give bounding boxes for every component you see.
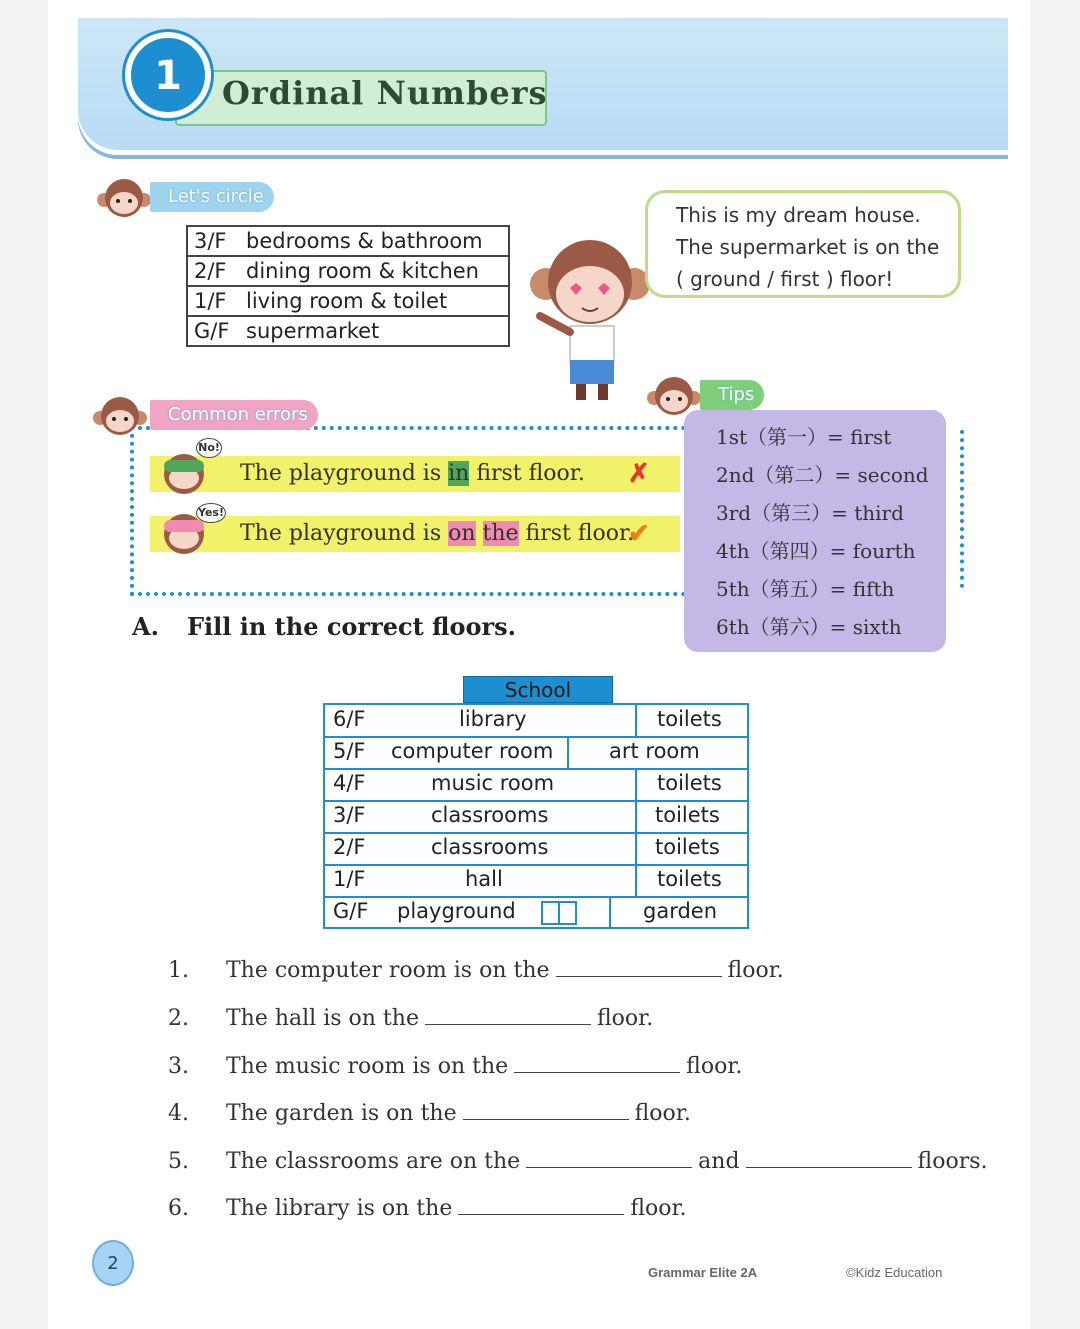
tip-item: 2nd（第二）= second [716, 463, 929, 487]
wrong-sentence: The playground is in first floor. ✗ [150, 456, 680, 492]
speech-line: This is my dream house. [676, 203, 921, 227]
question-6: 6. The library is on the floor. [168, 1196, 687, 1221]
school-floor-table [323, 703, 749, 929]
answer-blank[interactable] [463, 1101, 629, 1120]
school-label: School [463, 676, 613, 703]
speech-line: ( ground / first ) floor! [676, 267, 894, 291]
question-4: 4. The garden is on the floor. [168, 1101, 691, 1126]
unit-number-badge: 1 [125, 32, 211, 118]
right-sentence: The playground is on the first floor. ✔ [150, 516, 680, 552]
table-row: G/F playground garden [325, 897, 747, 928]
table-row: G/F supermarket [187, 316, 509, 346]
tip-item: 6th（第六）= sixth [716, 615, 902, 639]
table-row: 3/F bedrooms & bathroom [187, 226, 509, 256]
common-errors-label: Common errors [150, 400, 318, 430]
table-row: 4/F music room toilets [325, 769, 747, 802]
section-a-heading: A. Fill in the correct floors. [132, 612, 517, 641]
tip-item: 5th（第五）= fifth [716, 577, 895, 601]
table-row: 2/F classrooms toilets [325, 833, 747, 866]
tip-item: 1st（第一）= first [716, 425, 892, 449]
yes-tag: Yes! [196, 503, 226, 523]
header-top-strip [78, 0, 1008, 18]
check-icon: ✔ [628, 519, 650, 549]
question-5: 5. The classrooms are on the and floors. [168, 1149, 988, 1174]
question-1: 1. The computer room is on the floor. [168, 958, 784, 983]
tip-item: 4th（第四）= fourth [716, 539, 916, 563]
monkey-face-icon [92, 394, 148, 438]
tip-item: 3rd（第三）= third [716, 501, 904, 525]
cross-icon: ✗ [628, 459, 650, 489]
table-row: 1/F hall toilets [325, 865, 747, 898]
speech-line: The supermarket is on the [676, 235, 940, 259]
book-title: Grammar Elite 2A [648, 1265, 758, 1280]
answer-blank[interactable] [526, 1149, 692, 1168]
lets-circle-label: Let's circle [150, 182, 274, 212]
tips-dotted-border [950, 430, 964, 588]
answer-blank[interactable] [425, 1006, 591, 1025]
tips-box [684, 410, 946, 652]
correct-word: the [482, 521, 519, 546]
correct-word: on [448, 521, 476, 546]
monkey-face-icon [646, 374, 702, 418]
table-row: 1/F living room & toilet [187, 286, 509, 316]
table-row: 5/F computer room art room [325, 737, 747, 770]
table-row: 3/F classrooms toilets [325, 801, 747, 834]
table-row: 2/F dining room & kitchen [187, 256, 509, 286]
page-title: Ordinal Numbers [222, 74, 548, 112]
wrong-word: in [448, 461, 470, 486]
speech-bubble [645, 190, 961, 298]
door-icon [541, 901, 577, 925]
answer-blank[interactable] [556, 958, 722, 977]
answer-blank[interactable] [746, 1149, 912, 1168]
answer-blank[interactable] [458, 1196, 624, 1215]
question-3: 3. The music room is on the floor. [168, 1054, 743, 1079]
tips-label: Tips [700, 380, 764, 410]
publisher: ©Kidz Education [846, 1265, 943, 1280]
monkey-face-icon [96, 176, 152, 220]
table-row: 6/F library toilets [325, 705, 747, 738]
question-2: 2. The hall is on the floor. [168, 1006, 654, 1031]
page-number: 2 [92, 1240, 134, 1286]
monkey-character-illustration [526, 236, 656, 406]
answer-blank[interactable] [514, 1054, 680, 1073]
no-tag: No! [196, 438, 222, 458]
floor-table [186, 225, 510, 347]
